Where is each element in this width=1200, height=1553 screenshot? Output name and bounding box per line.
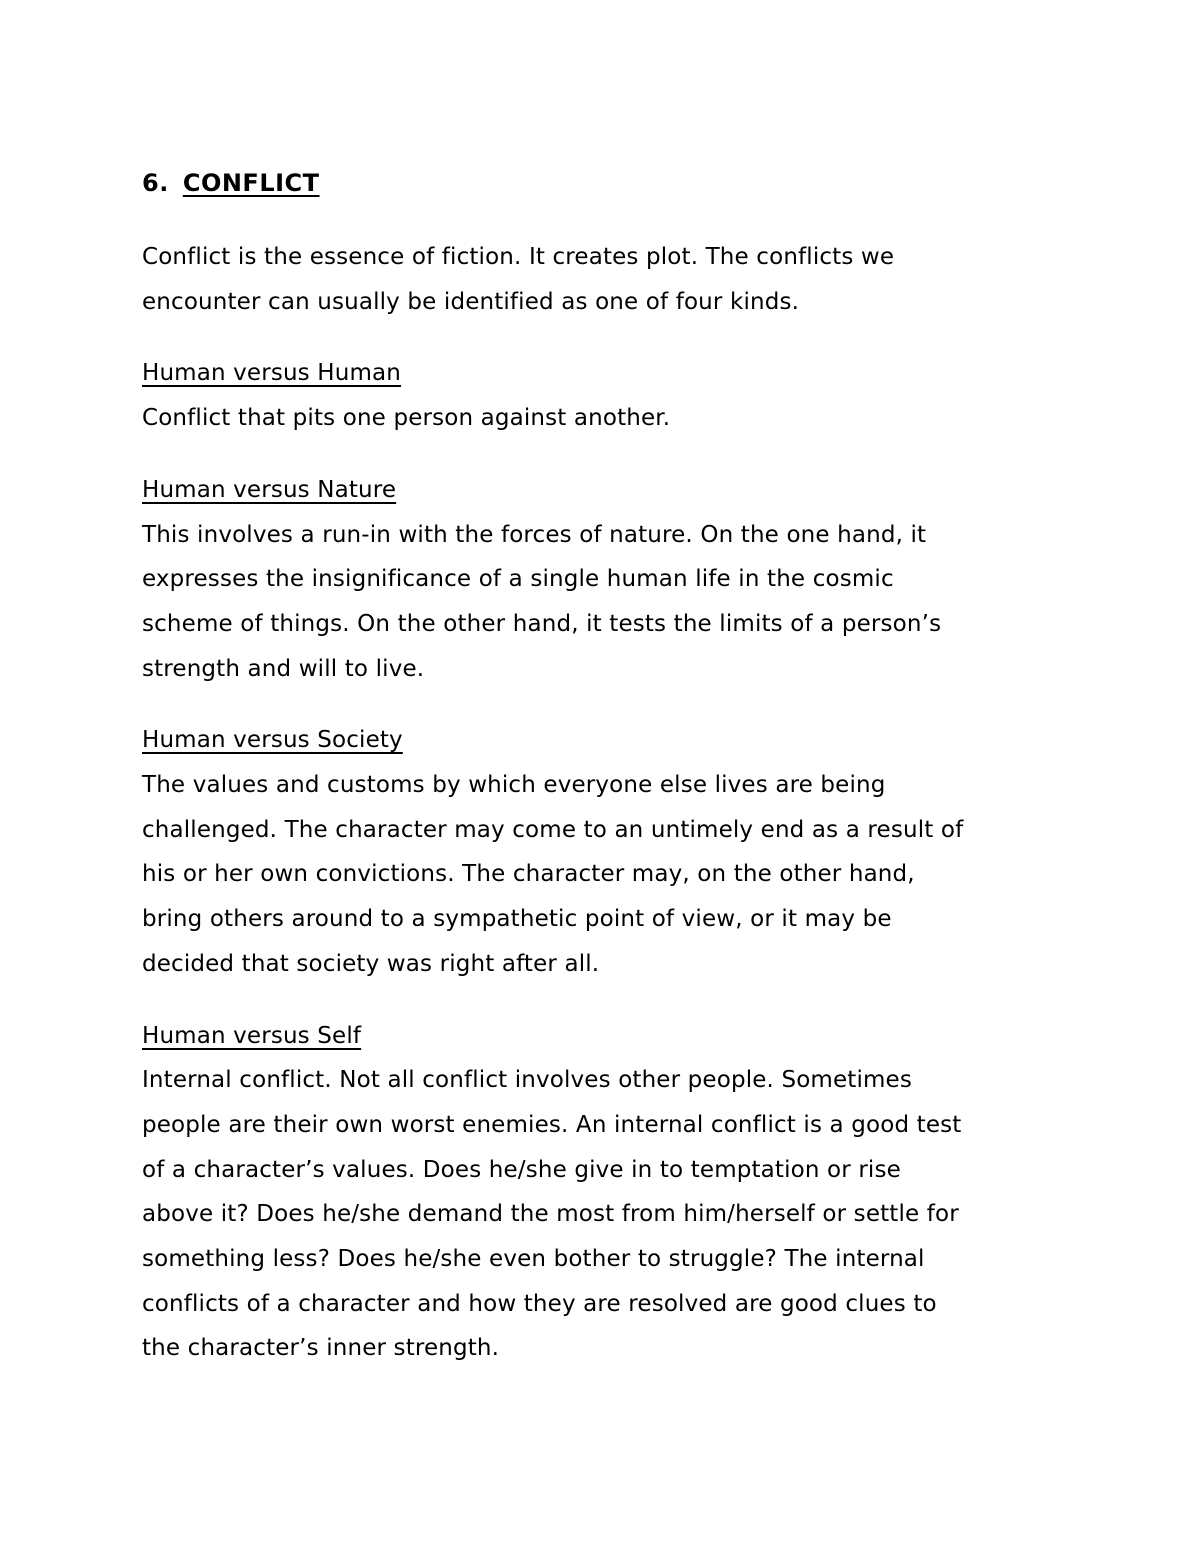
subsection-title: Human versus Nature: [142, 476, 397, 503]
body-line: something less? Does he/she even bother to struggle? The internal: [142, 1246, 925, 1273]
subsection-human-vs-nature: [142, 468, 1062, 692]
body-line: people are their own worst enemies. An internal conflict is a good test: [142, 1111, 962, 1138]
body-line: scheme of things. On the other hand, it tests the limits of a person’s: [142, 610, 942, 637]
body-line: his or her own convictions. The character may, on the other hand,: [142, 861, 915, 888]
subsection-title: Human versus Self: [142, 1022, 362, 1049]
subsection-human-vs-self: [142, 1014, 1062, 1372]
body-line: expresses the insignificance of a single human life in the cosmic: [142, 566, 894, 593]
subsection-title: Human versus Human: [142, 360, 401, 387]
section-heading: [142, 166, 1062, 200]
section-heading-title: CONFLICT: [182, 169, 320, 197]
body-line: bring others around to a sympathetic point of view, or it may be: [142, 906, 892, 933]
section-number: 6.: [142, 169, 169, 197]
body-line: strength and will to live.: [142, 655, 425, 682]
body-line: of a character’s values. Does he/she give in to temptation or rise: [142, 1156, 901, 1183]
intro-line: Conflict is the essence of fiction. It creates plot. The conflicts we: [142, 244, 895, 270]
subsection-title: Human versus Society: [142, 727, 403, 754]
body-line: decided that society was right after all.: [142, 950, 600, 977]
subsection-human-vs-human: [142, 351, 1062, 440]
body-line: conflicts of a character and how they are resolved are good clues to: [142, 1290, 937, 1317]
body-line: challenged. The character may come to an untimely end as a result of: [142, 816, 964, 843]
body-line: Internal conflict. Not all conflict involves other people. Sometimes: [142, 1067, 912, 1094]
document-page: [142, 166, 1062, 1371]
subsection-human-vs-society: [142, 718, 1062, 986]
intro-paragraph: [142, 235, 1062, 324]
body-line: The values and customs by which everyone else lives are being: [142, 772, 886, 799]
body-line: Conflict that pits one person against another.: [142, 405, 671, 432]
intro-line: encounter can usually be identified as one of four kinds.: [142, 288, 800, 315]
body-line: This involves a run-in with the forces of nature. On the one hand, it: [142, 521, 927, 548]
body-line: the character’s inner strength.: [142, 1335, 500, 1362]
body-line: above it? Does he/she demand the most from him/herself or settle for: [142, 1201, 959, 1228]
